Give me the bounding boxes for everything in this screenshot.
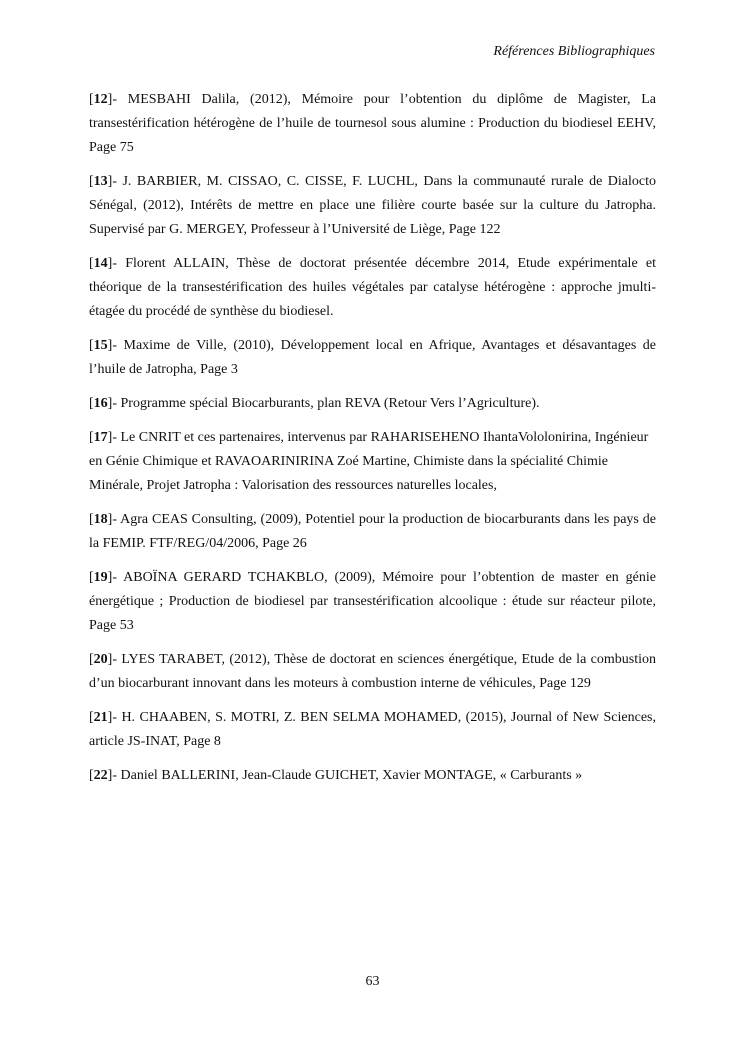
reference-item: [12]- MESBAHI Dalila, (2012), Mémoire pour l’obtention du diplôme de Magister, La transestérification hétérogène de l’huile de tournesol sous alumine : Production du biodiesel EEHV, Page 75 <box>89 92 656 155</box>
reference-text: Daniel BALLERINI, Jean-Claude GUICHET, Xavier MONTAGE, « Carburants » <box>120 768 583 783</box>
reference-text: Le CNRIT et ces partenaires, intervenus par RAHARISEHENO IhantaVololonirina, Ingénieur en Génie Chimique et RAVAOARINIRINA Zoé Martine, Chimiste dans la spécialité Chimie Minérale, Projet Jatropha : Valorisation des ressources naturelles locales, <box>89 430 649 493</box>
reference-number: 12 <box>93 92 108 107</box>
reference-text: Agra CEAS Consulting, (2009), Potentiel pour la production de biocarburants dans les pays de la FEMIP. FTF/REG/04/2006, Page 26 <box>89 512 656 551</box>
page-number: 63 <box>365 974 380 989</box>
reference-separator: ]- <box>107 396 121 411</box>
reference-number: 14 <box>93 256 108 271</box>
reference-number: 16 <box>93 396 108 411</box>
reference-text: Maxime de Ville, (2010), Développement local en Afrique, Avantages et désavantages de l’huile de Jatropha, Page 3 <box>89 338 656 377</box>
reference-separator: ]- <box>107 710 122 725</box>
reference-item: [13]- J. BARBIER, M. CISSAO, C. CISSE, F. LUCHL, Dans la communauté rurale de Dialocto Sénégal, (2012), Intérêts de mettre en place une filière courte basée sur la culture du Jatropha. Supervisé par G. MERGEY, Professeur à l’Université de Liège, Page 122 <box>89 174 656 237</box>
reference-list <box>89 88 656 798</box>
reference-separator: ]- <box>107 652 122 667</box>
reference-separator: ]- <box>107 570 124 585</box>
reference-separator: ]- <box>107 174 123 189</box>
reference-item: [17]- Le CNRIT et ces partenaires, intervenus par RAHARISEHENO IhantaVololonirina, Ingénieur en Génie Chimique et RAVAOARINIRINA Zoé Martine, Chimiste dans la spécialité Chimie Minérale, Projet Jatropha : Valorisation des ressources naturelles locales, <box>89 430 649 493</box>
reference-item: [19]- ABOÏNA GERARD TCHAKBLO, (2009), Mémoire pour l’obtention de master en génie énergétique ; Production de biodiesel par transestérification alcoolique : étude sur réacteur pilote, Page 53 <box>89 570 656 633</box>
running-header: Références Bibliographiques <box>493 44 655 59</box>
reference-separator: ]- <box>107 430 121 445</box>
reference-number: 19 <box>93 570 108 585</box>
reference-item: [15]- Maxime de Ville, (2010), Développement local en Afrique, Avantages et désavantages de l’huile de Jatropha, Page 3 <box>89 338 656 377</box>
reference-item: [16]- Programme spécial Biocarburants, plan REVA (Retour Vers l’Agriculture). <box>89 396 540 411</box>
reference-item: [14]- Florent ALLAIN, Thèse de doctorat présentée décembre 2014, Etude expérimentale et théorique de la transestérification des huiles végétales par catalyse hétérogène : approche jmulti-étagée du procédé de synthèse du biodiesel. <box>89 256 656 319</box>
reference-separator: ]- <box>107 338 124 353</box>
reference-number: 15 <box>93 338 108 353</box>
reference-text: Florent ALLAIN, Thèse de doctorat présentée décembre 2014, Etude expérimentale et théorique de la transestérification des huiles végétales par catalyse hétérogène : approche jmulti-étagée du procédé de synthèse du biodiesel. <box>89 256 656 319</box>
reference-number: 17 <box>93 430 108 445</box>
reference-separator: ]- <box>107 512 121 527</box>
reference-separator: ]- <box>107 92 128 107</box>
reference-text: H. CHAABEN, S. MOTRI, Z. BEN SELMA MOHAMED, (2015), Journal of New Sciences, article JS-INAT, Page 8 <box>89 710 656 749</box>
reference-text: MESBAHI Dalila, (2012), Mémoire pour l’obtention du diplôme de Magister, La transestérification hétérogène de l’huile de tournesol sous alumine : Production du biodiesel EEHV, Page 75 <box>89 92 656 155</box>
reference-separator: ]- <box>107 256 126 271</box>
reference-text: J. BARBIER, M. CISSAO, C. CISSE, F. LUCHL, Dans la communauté rurale de Dialocto Sénégal, (2012), Intérêts de mettre en place une filière courte basée sur la culture du Jatropha. Supervisé par G. MERGEY, Professeur à l’Université de Liège, Page 122 <box>89 174 656 237</box>
reference-text: Programme spécial Biocarburants, plan REVA (Retour Vers l’Agriculture). <box>120 396 540 411</box>
reference-item: [21]- H. CHAABEN, S. MOTRI, Z. BEN SELMA MOHAMED, (2015), Journal of New Sciences, article JS-INAT, Page 8 <box>89 710 656 749</box>
reference-item: [20]- LYES TARABET, (2012), Thèse de doctorat en sciences énergétique, Etude de la combustion d’un biocarburant innovant dans les moteurs à combustion interne de véhicules, Page 129 <box>89 652 656 691</box>
reference-number: 20 <box>93 652 108 667</box>
reference-number: 22 <box>93 768 108 783</box>
reference-item: [22]- Daniel BALLERINI, Jean-Claude GUICHET, Xavier MONTAGE, « Carburants » <box>89 768 583 783</box>
reference-number: 13 <box>93 174 108 189</box>
reference-text: ABOÏNA GERARD TCHAKBLO, (2009), Mémoire pour l’obtention de master en génie énergétique ; Production de biodiesel par transestérification alcoolique : étude sur réacteur pilote, Page 53 <box>89 570 656 633</box>
reference-text: LYES TARABET, (2012), Thèse de doctorat en sciences énergétique, Etude de la combustion d’un biocarburant innovant dans les moteurs à combustion interne de véhicules, Page 129 <box>89 652 656 691</box>
reference-separator: ]- <box>107 768 121 783</box>
reference-item: [18]- Agra CEAS Consulting, (2009), Potentiel pour la production de biocarburants dans les pays de la FEMIP. FTF/REG/04/2006, Page 26 <box>89 512 656 551</box>
reference-number: 18 <box>93 512 108 527</box>
reference-number: 21 <box>93 710 108 725</box>
